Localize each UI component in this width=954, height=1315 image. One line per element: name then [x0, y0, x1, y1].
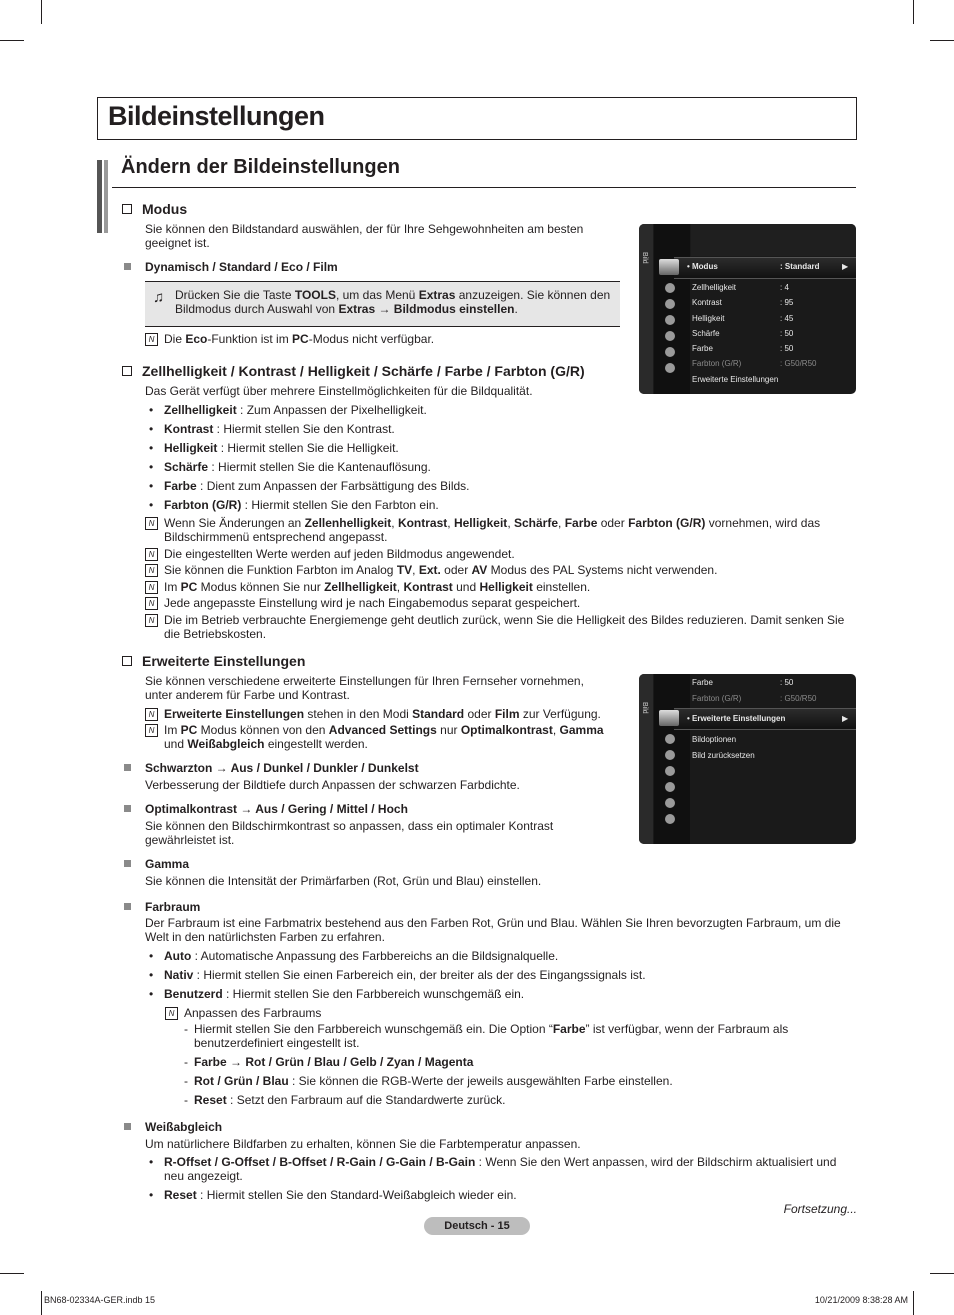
menu-item: Helligkeit: [692, 314, 725, 323]
menu-bullet: •: [687, 262, 690, 271]
zell-note-6: Die im Betrieb verbrauchte Energiemenge geht deutlich zurück, wenn Sie die Helligkeit des Bildes reduzieren. Damit senken Sie die Betriebskosten.: [164, 613, 845, 641]
tv-menu-screenshot-2: [639, 674, 856, 844]
menu-item: Farbton (G/R): [692, 694, 742, 703]
input-icon: [665, 782, 675, 792]
farbraum-bullet: Benutzerd : Hiermit stellen Sie den Farbbereich wunschgemäß ein.: [164, 987, 525, 1001]
menu-header: [691, 224, 856, 256]
crop-mark: [930, 1273, 954, 1274]
menu-rail: [639, 224, 653, 394]
tools-icon: ♫: [153, 289, 165, 306]
modus-note: Die Eco-Funktion ist im PC-Modus nicht verfügbar.: [164, 332, 435, 346]
support-icon: [665, 814, 675, 824]
modus-heading-text: Modus: [142, 201, 188, 217]
menu-value-modus: : Standard: [780, 262, 820, 271]
zell-heading: [122, 363, 585, 379]
zell-note-1: Wenn Sie Änderungen an Zellenhelligkeit, Kontrast, Helligkeit, Schärfe, Farbe oder Farbton (G/R) vornehmen, wird das Bildschirmmenü entsprechend angepasst.: [164, 516, 821, 544]
menu-item: Zellhelligkeit: [692, 283, 737, 292]
zell-bullet: Farbe : Dient zum Anpassen der Farbsättigung des Bilds.: [164, 479, 470, 493]
farbraum-desc: Der Farbraum ist eine Farbmatrix bestehend aus den Farben Rot, Grün und Blau. Wählen Sie Ihren bevorzugten Farbraum, um die Welt in den natürlichsten Farben zu erfahren.: [145, 916, 841, 944]
zell-bullet: Zellhelligkeit : Zum Anpassen der Pixelhelligkeit.: [164, 403, 427, 417]
weiss-bullet-2: Reset : Hiermit stellen Sie den Standard-Weißabgleich wieder ein.: [164, 1188, 517, 1202]
erw-heading-text: Erweiterte Einstellungen: [142, 653, 306, 669]
tv-menu-screenshot: [639, 224, 856, 394]
farbraum-dash-3: Rot / Grün / Blau : Sie können die RGB-Werte der jeweils ausgewählten Farbe einstellen.: [194, 1074, 673, 1088]
menu-item: Erweiterte Einstellungen: [692, 375, 779, 384]
footer-file: BN68-02334A-GER.indb 15: [44, 1295, 156, 1305]
note-icon: N: [145, 597, 158, 610]
square-bullet-icon: [124, 263, 131, 270]
menu-value: : 4: [780, 283, 789, 292]
zell-note-2: Die eingestellten Werte werden auf jeden Bildmodus angewendet.: [164, 547, 515, 561]
crop-mark: [41, 0, 42, 24]
channel-icon: [665, 299, 675, 309]
erw-desc: Sie können verschiedene erweiterte Einstellungen für Ihren Fernseher vornehmen, unter anderem für Farbe und Kontrast.: [145, 674, 584, 702]
menu-value: : G50/R50: [780, 694, 817, 703]
square-bullet-icon: [124, 764, 131, 771]
page-title-box: [97, 97, 857, 140]
menu-item: Farbton (G/R): [692, 359, 742, 368]
dash: -: [184, 1093, 188, 1107]
opt-heading: Optimalkontrast → Aus / Gering / Mittel / Hoch: [145, 802, 408, 816]
dash: -: [184, 1055, 188, 1069]
checkbox-icon: [122, 656, 132, 666]
arrow-right-icon: ▶: [842, 262, 849, 271]
menu-item: Kontrast: [692, 298, 722, 307]
crop-mark: [913, 0, 914, 24]
bullet: •: [149, 968, 154, 982]
page-number-badge: Deutsch - 15: [424, 1217, 530, 1235]
weiss-heading: Weißabgleich: [145, 1120, 223, 1134]
bullet: •: [149, 460, 154, 474]
zell-heading-text: Zellhelligkeit / Kontrast / Helligkeit / Schärfe / Farbe / Farbton (G/R): [142, 363, 585, 379]
menu-value: : 45: [780, 314, 794, 323]
erw-note-2: Im PC Modus können von den Advanced Settings nur Optimalkontrast, Gamma und Weißabgleich eingestellt werden.: [164, 723, 604, 751]
note-icon: N: [145, 564, 158, 577]
note-icon: N: [145, 581, 158, 594]
menu-item: Farbe: [692, 678, 713, 687]
bullet: •: [149, 987, 154, 1001]
menu-value: : 50: [780, 678, 794, 687]
zell-note-5: Jede angepasste Einstellung wird je nach Eingabemodus separat gespeichert.: [164, 596, 581, 610]
zell-note-3: Sie können die Funktion Farbton im Analog TV, Ext. oder AV Modus des PAL Systems nicht verwenden.: [164, 563, 718, 577]
zell-note-4: Im PC Modus können Sie nur Zellhelligkeit, Kontrast und Helligkeit einstellen.: [164, 580, 591, 594]
support-icon: [665, 363, 675, 373]
crop-mark: [913, 1291, 914, 1315]
menu-value: : G50/R50: [780, 359, 817, 368]
tools-tip-text: Drücken Sie die Taste TOOLS, um das Menü Extras anzuzeigen. Sie können den Bildmodus durch Auswahl von Extras → Bildmodus einstellen.: [175, 288, 611, 316]
continued-label: Fortsetzung...: [783, 1202, 857, 1216]
gamma-desc: Sie können die Intensität der Primärfarben (Rot, Grün und Blau) einstellen.: [145, 874, 542, 888]
tools-tip-box: [145, 281, 620, 327]
crop-mark: [41, 1291, 42, 1315]
menu-item: Schärfe: [692, 329, 720, 338]
sound-icon: [665, 734, 675, 744]
zell-bullet: Schärfe : Hiermit stellen Sie die Kantenauflösung.: [164, 460, 431, 474]
crop-mark: [0, 40, 24, 41]
bullet: •: [149, 949, 154, 963]
schwarz-desc: Verbesserung der Bildtiefe durch Anpassen der schwarzen Farbdichte.: [145, 778, 520, 792]
application-icon: [665, 798, 675, 808]
menu-item: Farbe: [692, 344, 713, 353]
note-icon: N: [145, 708, 158, 721]
crop-mark: [930, 40, 954, 41]
note-icon: N: [145, 333, 158, 346]
gamma-heading: Gamma: [145, 857, 190, 871]
zell-desc: Das Gerät verfügt über mehrere Einstellmöglichkeiten für die Bildqualität.: [145, 384, 533, 398]
menu-value: : 50: [780, 329, 794, 338]
setup-icon: [665, 766, 675, 776]
menu-item: Bild zurücksetzen: [692, 751, 755, 760]
note-icon: N: [145, 517, 158, 530]
setup-icon: [665, 315, 675, 325]
bullet: •: [149, 441, 154, 455]
arrow-right-icon: ▶: [842, 714, 849, 723]
channel-icon: [665, 750, 675, 760]
menu-rail-label: Bild: [641, 702, 648, 714]
weiss-bullet-1: R-Offset / G-Offset / B-Offset / R-Gain / G-Gain / B-Gain : Wenn Sie den Wert anpassen, wird der Bildschirm aktualisiert und neu angezeigt.: [164, 1155, 837, 1183]
square-bullet-icon: [124, 1123, 131, 1130]
section-rule: [112, 187, 856, 188]
page-title: Bildeinstellungen: [108, 101, 325, 131]
note-icon: N: [165, 1007, 178, 1020]
square-bullet-icon: [124, 903, 131, 910]
bullet: •: [149, 403, 154, 417]
farbraum-subnote: Anpassen des Farbraums: [184, 1006, 322, 1020]
note-icon: N: [145, 548, 158, 561]
farbraum-bullet: Auto : Automatische Anpassung des Farbbereichs an die Bildsignalquelle.: [164, 949, 559, 963]
bullet: •: [149, 1188, 154, 1202]
bullet: •: [149, 422, 154, 436]
farbraum-heading: Farbraum: [145, 900, 201, 914]
menu-item-modus: Modus: [692, 262, 718, 271]
zell-bullet: Kontrast : Hiermit stellen Sie den Kontrast.: [164, 422, 395, 436]
section-title: Ändern der Bildeinstellungen: [121, 156, 400, 178]
checkbox-icon: [122, 366, 132, 376]
modus-heading: [122, 201, 187, 217]
menu-bullet: •: [687, 714, 690, 723]
modus-options: Dynamisch / Standard / Eco / Film: [145, 260, 338, 274]
opt-desc: Sie können den Bildschirmkontrast so anpassen, dass ein optimaler Kontrast gewährleistet ist.: [145, 819, 554, 847]
dash: -: [184, 1074, 188, 1088]
weiss-desc: Um natürlichere Bildfarben zu erhalten, können Sie die Farbtemperatur anpassen.: [145, 1137, 581, 1151]
menu-rail: [639, 674, 653, 844]
section-bar: [97, 160, 102, 233]
bullet: •: [149, 498, 154, 512]
farbraum-bullet: Nativ : Hiermit stellen Sie einen Farbereich ein, der breiter als der des Eingangssignals ist.: [164, 968, 646, 982]
erw-note-1: Erweiterte Einstellungen stehen in den Modi Standard oder Film zur Verfügung.: [164, 707, 601, 721]
sound-icon: [665, 283, 675, 293]
erw-heading: [122, 653, 305, 669]
input-icon: [665, 331, 675, 341]
menu-value: : 50: [780, 344, 794, 353]
square-bullet-icon: [124, 860, 131, 867]
menu-item-erweitert: Erweiterte Einstellungen: [692, 714, 786, 723]
footer-timestamp: 10/21/2009 8:38:28 AM: [814, 1295, 908, 1305]
application-icon: [665, 347, 675, 357]
crop-mark: [0, 1273, 24, 1274]
zell-bullet: Farbton (G/R) : Hiermit stellen Sie den Farbton ein.: [164, 498, 439, 512]
picture-icon: [659, 710, 679, 726]
menu-value: : 95: [780, 298, 794, 307]
zell-bullet: Helligkeit : Hiermit stellen Sie die Helligkeit.: [164, 441, 399, 455]
bullet: •: [149, 479, 154, 493]
modus-desc: Sie können den Bildstandard auswählen, der für Ihre Sehgewohnheiten am besten geeignet ist.: [145, 222, 584, 250]
bullet: •: [149, 1155, 154, 1169]
menu-item: Bildoptionen: [692, 735, 737, 744]
farbraum-dash-2: Farbe → Rot / Grün / Blau / Gelb / Zyan / Magenta: [194, 1055, 474, 1069]
farbraum-dash-1: Hiermit stellen Sie den Farbbereich wunschgemäß ein. Die Option “Farbe” ist verfügbar, wenn der Farbraum als benutzerdefiniert eingestellt ist.: [194, 1022, 789, 1050]
square-bullet-icon: [124, 805, 131, 812]
note-icon: N: [145, 614, 158, 627]
section-bar: [104, 160, 108, 233]
note-icon: N: [145, 724, 158, 737]
checkbox-icon: [122, 204, 132, 214]
schwarz-heading: Schwarzton → Aus / Dunkel / Dunkler / Dunkelst: [145, 761, 419, 775]
menu-rail-label: Bild: [641, 252, 648, 264]
picture-icon: [659, 259, 679, 275]
dash: -: [184, 1022, 188, 1036]
farbraum-dash-4: Reset : Setzt den Farbraum auf die Standardwerte zurück.: [194, 1093, 506, 1107]
